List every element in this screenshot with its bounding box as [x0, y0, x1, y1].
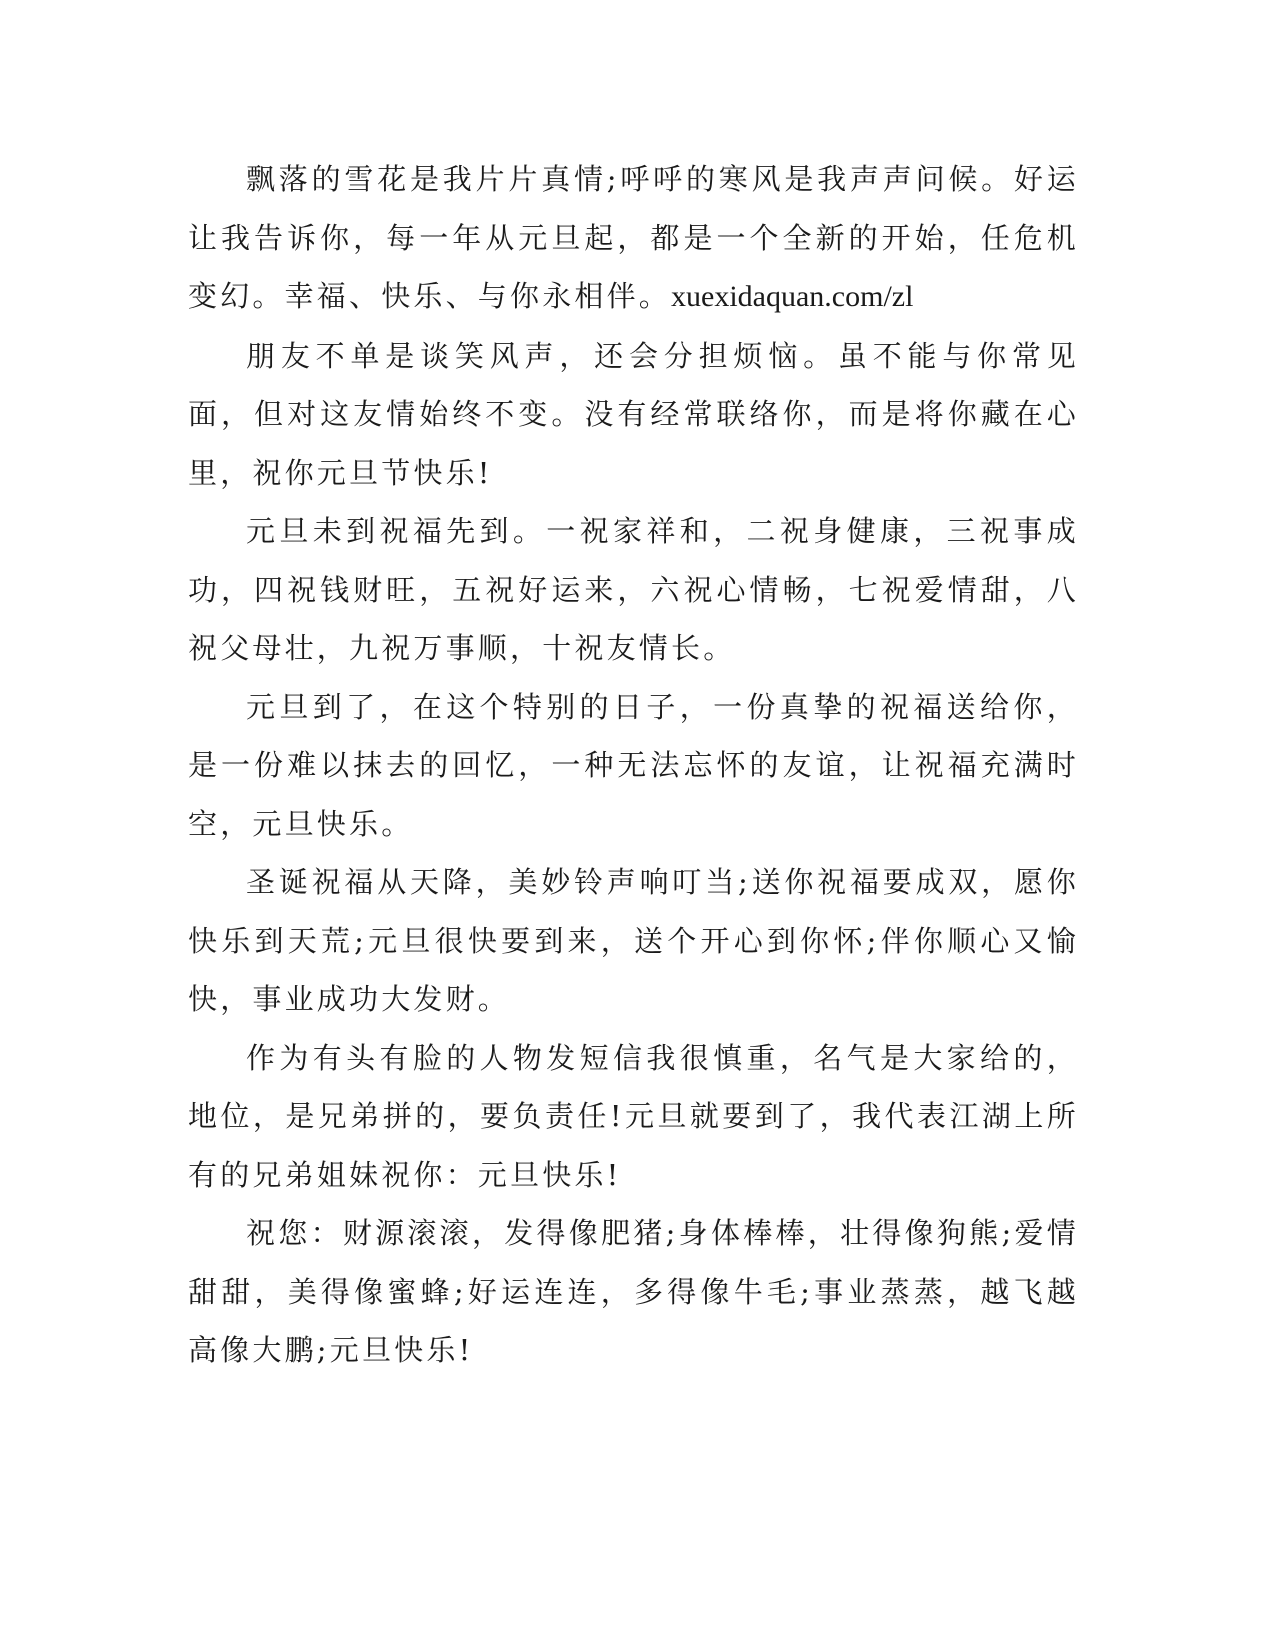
paragraph-7: 祝您：财源滚滚，发得像肥猪;身体棒棒，壮得像狗熊;爱情甜甜，美得像蜜蜂;好运连连，多得像牛毛;事业蒸蒸，越飞越高像大鹏;元旦快乐!	[188, 1216, 1079, 1367]
paragraph-4: 元旦到了，在这个特别的日子，一份真挚的祝福送给你，是一份难以抹去的回忆，一种无法忘怀的友谊，让祝福充满时空，元旦快乐。	[188, 689, 1079, 841]
paragraph-3: 元旦未到祝福先到。一祝家祥和，二祝身健康，三祝事成功，四祝钱财旺，五祝好运来，六祝心情畅，七祝爱情甜，八祝父母壮，九祝万事顺，十祝友情长。	[188, 514, 1079, 665]
paragraph-1	[188, 150, 1079, 327]
source-url-text: xuexidaquan.com/zl	[671, 280, 914, 313]
paragraph-5: 圣诞祝福从天降，美妙铃声响叮当;送你祝福要成双，愿你快乐到天荒;元旦很快要到来，送个开心到你怀;伴你顺心又愉快，事业成功大发财。	[188, 865, 1079, 1016]
paragraph-6: 作为有头有脸的人物发短信我很慎重，名气是大家给的，地位，是兄弟拼的，要负责任!元旦就要到了，我代表江湖上所有的兄弟姐妹祝你：元旦快乐!	[188, 1040, 1079, 1192]
paragraph-2: 朋友不单是谈笑风声，还会分担烦恼。虽不能与你常见面，但对这友情始终不变。没有经常联络你，而是将你藏在心里，祝你元旦节快乐!	[188, 338, 1079, 490]
paragraph-1-text: 飘落的雪花是我片片真情;呼呼的寒风是我声声问候。好运让我告诉你，每一年从元旦起，都是一个全新的开始，任危机变幻。幸福、快乐、与你永相伴。	[188, 162, 1079, 313]
